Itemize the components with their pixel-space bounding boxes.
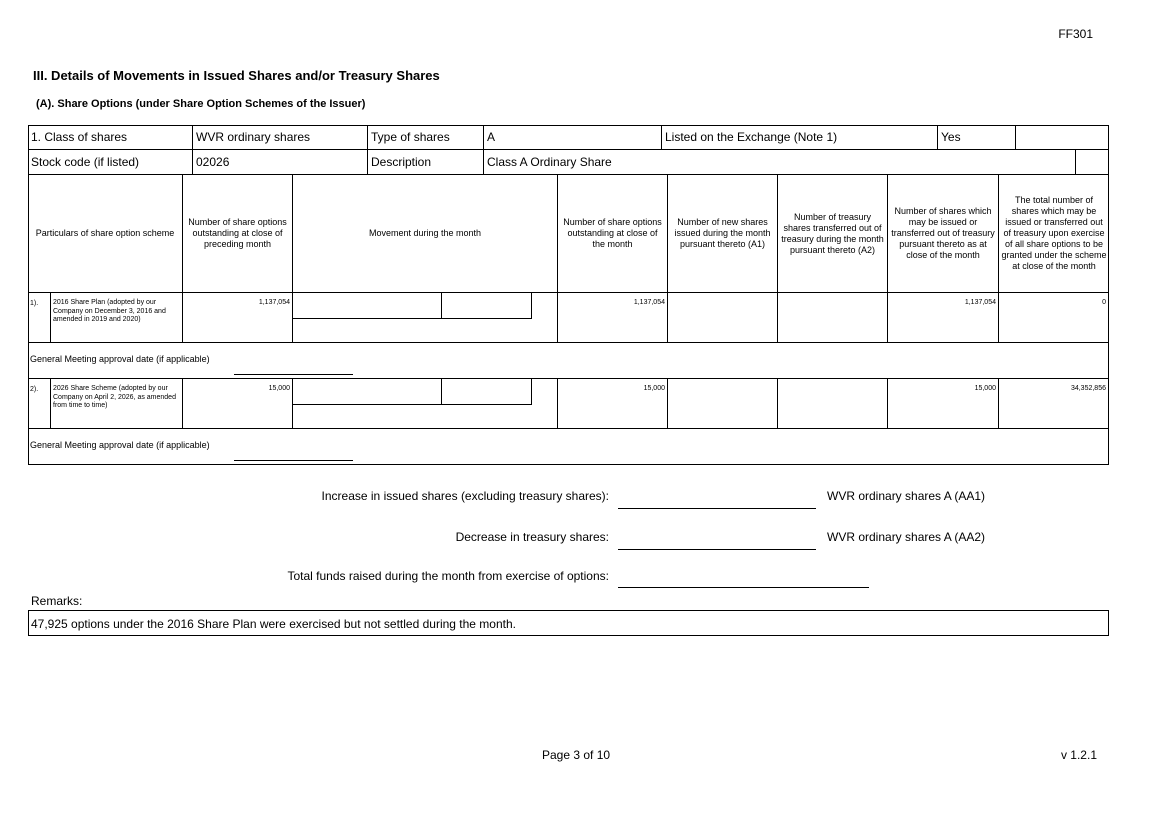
funds-label: Total funds raised during the month from exercise of options:: [287, 569, 609, 583]
scheme-1-outstanding-close: 1,137,054: [633, 299, 665, 306]
scheme-2-may-be-issued: 15,000: [974, 385, 996, 392]
section-title: III. Details of Movements in Issued Shares and/or Treasury Shares: [33, 68, 440, 83]
scheme-1-gm-label: General Meeting approval date (if applicable): [30, 354, 210, 364]
header-outstanding-prev: Number of share options outstanding at close of preceding month: [188, 217, 287, 249]
listed-label: Listed on the Exchange (Note 1): [665, 130, 838, 144]
header-new-shares: Number of new shares issued during the month pursuant thereto (A1): [674, 217, 771, 249]
header-total-may-be: The total number of shares which may be issued or transferred out of treasury upon exercise of all share options to be granted under the scheme at close of the month: [1001, 195, 1107, 271]
remarks-text: 47,925 options under the 2016 Share Plan were exercised but not settled during the month.: [31, 617, 516, 631]
scheme-1-total-may-be: 0: [1102, 299, 1106, 306]
scheme-1-name: 2016 Share Plan (adopted by our Company on December 3, 2016 and amended in 2019 and 2020): [53, 299, 166, 323]
increase-field[interactable]: [618, 508, 816, 509]
scheme-2-name: 2026 Share Scheme (adopted by our Company on April 2, 2026, as amended from time to time): [53, 385, 176, 409]
scheme-2-gm-label: General Meeting approval date (if applicable): [30, 440, 210, 450]
funds-field[interactable]: [618, 587, 869, 588]
decrease-field[interactable]: [618, 549, 816, 550]
subsection-title: (A). Share Options (under Share Option Schemes of the Issuer): [36, 98, 366, 110]
decrease-unit: WVR ordinary shares A (AA2): [827, 530, 986, 544]
header-treasury-transferred: Number of treasury shares transferred out of treasury during the month pursuant thereto (A2): [781, 211, 884, 255]
type-label: Type of shares: [371, 130, 450, 144]
scheme-2-index: 2).: [30, 386, 39, 393]
remarks-label: Remarks:: [31, 594, 83, 608]
increase-label: Increase in issued shares (excluding treasury shares):: [321, 489, 609, 503]
description-label: Description: [371, 155, 432, 169]
scheme-2-gm-date-field[interactable]: [234, 460, 353, 461]
version: v 1.2.1: [1060, 748, 1097, 762]
class-value: WVR ordinary shares: [196, 130, 311, 144]
stock-code-value: 02026: [196, 155, 230, 169]
scheme-1-gm-date-field[interactable]: [234, 374, 353, 375]
header-movement: Movement during the month: [368, 228, 482, 238]
scheme-1-outstanding-prev: 1,137,054: [258, 299, 290, 306]
page-number: Page 3 of 10: [542, 748, 611, 762]
stock-code-label: Stock code (if listed): [31, 155, 140, 169]
decrease-label: Decrease in treasury shares:: [455, 530, 609, 544]
listed-value: Yes: [941, 130, 961, 144]
form-code: FF301: [1058, 27, 1093, 41]
scheme-2-outstanding-close: 15,000: [643, 385, 665, 392]
header-outstanding-close: Number of share options outstanding at close of the month: [563, 217, 662, 249]
class-label: 1. Class of shares: [31, 130, 128, 144]
scheme-2-outstanding-prev: 15,000: [268, 385, 290, 392]
increase-unit: WVR ordinary shares A (AA1): [827, 489, 986, 503]
description-value: Class A Ordinary Share: [487, 155, 612, 169]
scheme-2-total-may-be: 34,352,856: [1070, 385, 1106, 392]
header-particulars: Particulars of share option scheme: [35, 228, 175, 238]
type-value: A: [487, 130, 496, 144]
header-may-be-issued: Number of shares which may be issued or transferred out of treasury pursuant thereto as at close of the month: [891, 206, 995, 260]
scheme-1-may-be-issued: 1,137,054: [964, 299, 996, 306]
scheme-1-index: 1).: [30, 300, 39, 307]
